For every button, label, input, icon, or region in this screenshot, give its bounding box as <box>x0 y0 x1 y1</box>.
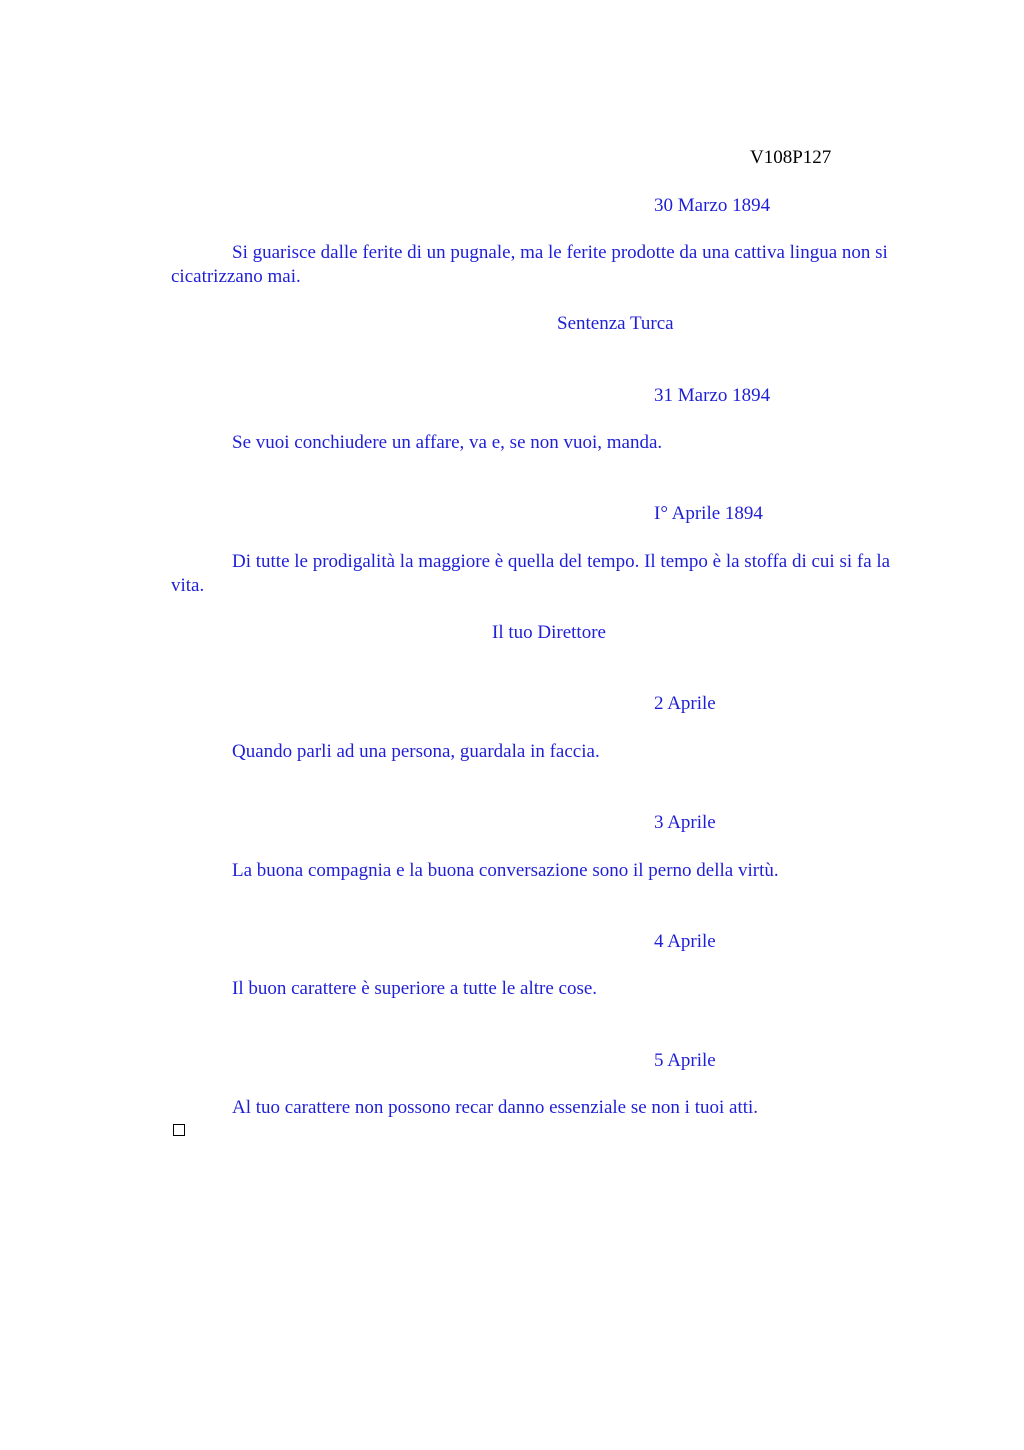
page-code: V108P127 <box>750 147 832 168</box>
entry-date: 3 Aprile <box>654 812 716 833</box>
entry-signature: Sentenza Turca <box>557 313 674 334</box>
entry-date: I° Aprile 1894 <box>654 503 763 524</box>
entry-date: 31 Marzo 1894 <box>654 385 771 406</box>
entry-signature: Il tuo Direttore <box>492 622 606 643</box>
box-mark-icon <box>173 1124 185 1136</box>
entry-text: Se vuoi conchiudere un affare, va e, se non vuoi, manda. <box>232 432 663 453</box>
entry-date: 4 Aprile <box>654 931 716 952</box>
entry-text: Al tuo carattere non possono recar danno essenziale se non i tuoi atti. <box>232 1097 759 1118</box>
entry-text: La buona compagnia e la buona conversazione sono il perno della virtù. <box>232 860 779 881</box>
entry-text: Di tutte le prodigalità la maggiore è quella del tempo. Il tempo è la stoffa di cui si fa la vita. <box>171 551 891 596</box>
entry-date: 30 Marzo 1894 <box>654 195 771 216</box>
entry-text: Quando parli ad una persona, guardala in faccia. <box>232 741 600 762</box>
entry-text: Si guarisce dalle ferite di un pugnale, ma le ferite prodotte da una cattiva lingua non si cicatrizzano mai. <box>171 242 888 287</box>
entry-date: 5 Aprile <box>654 1050 716 1071</box>
entry-text: Il buon carattere è superiore a tutte le altre cose. <box>232 978 598 999</box>
entry-date: 2 Aprile <box>654 693 716 714</box>
